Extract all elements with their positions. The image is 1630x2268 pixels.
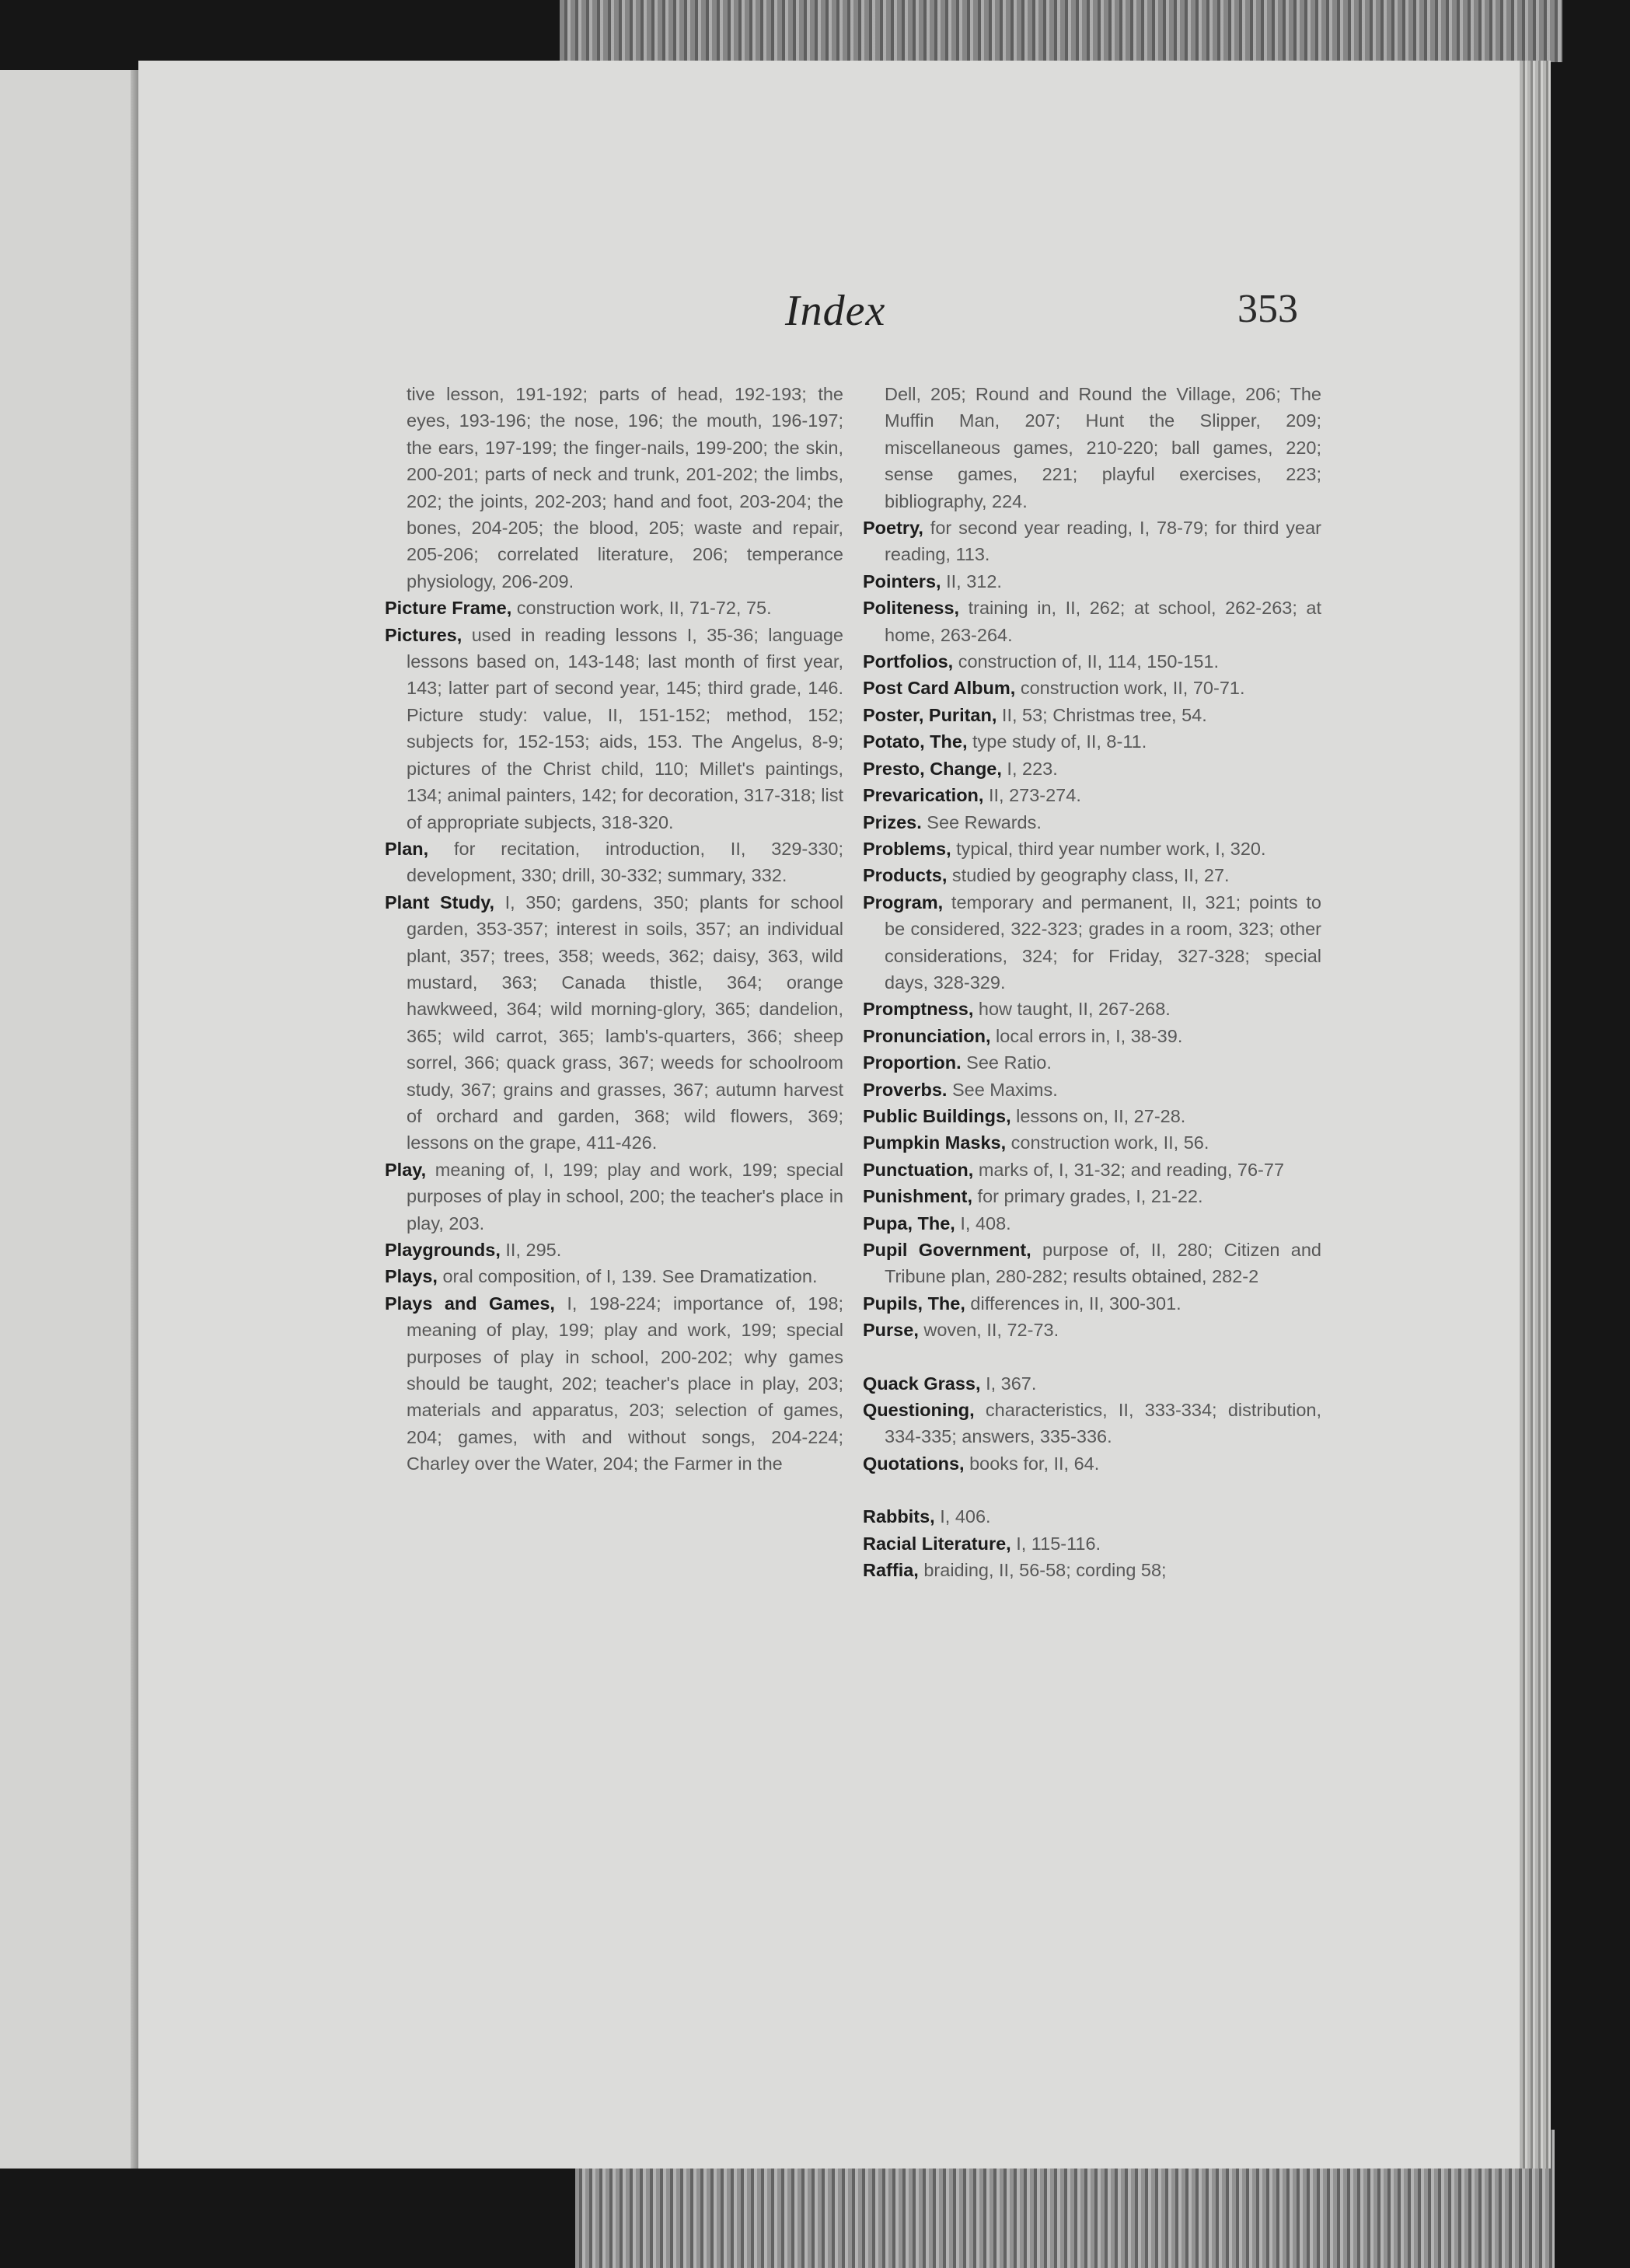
index-entry xyxy=(863,1103,1321,1129)
index-entry-heading: Potato, The, xyxy=(863,731,968,752)
page-number: 353 xyxy=(1237,287,1298,331)
index-entry xyxy=(863,1450,1321,1477)
index-entry xyxy=(863,1317,1321,1343)
index-entry-heading: Plan, xyxy=(385,838,429,859)
index-entry xyxy=(385,1237,843,1263)
index-entry-heading: Program, xyxy=(863,891,944,912)
index-entry-heading: Pointers, xyxy=(863,570,941,591)
index-entry xyxy=(385,1263,843,1289)
index-entry xyxy=(385,1290,843,1478)
page-stack-edge xyxy=(1520,61,1551,2169)
index-entry-text: lessons on, II, 27-28. xyxy=(1010,1105,1186,1126)
index-entry-text: used in reading lessons I, 35-36; language lessons based on, 143-148; last month of first year, 143; latter part of second year, 145; third grade, 146. Picture study: value, II, 151-152; method, 152; subjects for, 152-153; aids, 153. The Angelus, 8-9; pictures of the Christ child, 110; Millet's paintings, 134; animal painters, 142; for decoration, 317-318; list of appropriate subjects, 318-320. xyxy=(407,624,843,832)
index-entry-heading: Plays, xyxy=(385,1266,438,1287)
index-entry-heading: Problems, xyxy=(863,838,951,859)
index-entry-text: See Ratio. xyxy=(961,1052,1052,1073)
index-entry-text: training in, II, 262; at school, 262-263; at home, 263-264. xyxy=(885,598,1321,645)
index-entry xyxy=(385,836,843,889)
index-entry-heading: Proportion. xyxy=(863,1052,962,1073)
index-entry-text: temporary and permanent, II, 321; points to be considered, 322-323; grades in a room, 323; other considerations, 324; for Friday, 327-328; special days, 328-329. xyxy=(885,891,1321,993)
index-entry-text: I, 406. xyxy=(934,1506,991,1527)
index-entry-text: books for, II, 64. xyxy=(964,1453,1100,1474)
index-entry-heading: Portfolios, xyxy=(863,651,954,672)
index-entry xyxy=(863,782,1321,808)
index-entry-heading: Raffia, xyxy=(863,1560,919,1581)
index-entry xyxy=(863,595,1321,648)
index-entry-heading: Promptness, xyxy=(863,999,974,1020)
index-entry-heading: Public Buildings, xyxy=(863,1105,1011,1126)
index-entry-text: I, 350; gardens, 350; plants for school garden, 353-357; interest in soils, 357; an individual plant, 357; trees, 358; weeds, 362; daisy, 363, wild mustard, 363; Canada thistle, 364; orange hawkweed, 364; wild morning-glory, 365; dandelion, 365; wild carrot, 365; lamb's-quarters, 366; sheep sorrel, 366; quack grass, 367; weeds for schoolroom study, 367; grains and grasses, 367; autumn harvest of orchard and garden, 368; wild flowers, 369; lessons on the grape, 411-426. xyxy=(407,891,843,1153)
index-entry-text: construction of, II, 114, 150-151. xyxy=(953,651,1220,672)
index-entry xyxy=(863,1557,1321,1583)
index-entry-text: I, 367. xyxy=(980,1373,1037,1394)
index-entry xyxy=(863,1076,1321,1103)
index-entry-text: for recitation, introduction, II, 329-330; development, 330; drill, 30-332; summary, 332. xyxy=(407,838,843,886)
index-entry-text: II, 53; Christmas tree, 54. xyxy=(996,704,1207,725)
index-entry xyxy=(863,1397,1321,1450)
index-entry-heading: Questioning, xyxy=(863,1400,975,1421)
index-column-right xyxy=(863,381,1321,1583)
index-entry xyxy=(863,1129,1321,1156)
index-entry-heading: Pupils, The, xyxy=(863,1293,965,1314)
running-head: Index xyxy=(785,287,886,335)
index-entry xyxy=(863,889,1321,996)
index-entry xyxy=(863,381,1321,515)
index-entry-heading: Purse, xyxy=(863,1320,919,1341)
index-entry-text: purpose of, II, 280; Citizen and Tribune plan, 280-282; results obtained, 282-2 xyxy=(885,1240,1321,1287)
index-entry-heading: Pupil Government, xyxy=(863,1240,1031,1260)
index-entry-text: meaning of, I, 199; play and work, 199; special purposes of play in school, 200; the teacher's place in play, 203. xyxy=(407,1159,843,1233)
index-entry xyxy=(863,568,1321,595)
index-entry-text: construction work, II, 70-71. xyxy=(1015,678,1245,699)
index-entry xyxy=(863,1290,1321,1317)
index-entry-heading: Pumpkin Masks, xyxy=(863,1132,1007,1153)
index-entry-heading: Quack Grass, xyxy=(863,1373,981,1394)
index-entry xyxy=(385,381,843,595)
index-entry-heading: Prizes. xyxy=(863,811,922,832)
index-entry xyxy=(863,675,1321,701)
index-entry xyxy=(863,862,1321,888)
index-entry xyxy=(863,1210,1321,1237)
index-entry-heading: Playgrounds, xyxy=(385,1240,501,1260)
index-entry-text: characteristics, II, 333-334; distribution, 334-335; answers, 335-336. xyxy=(885,1400,1321,1447)
index-entry-heading: Pronunciation, xyxy=(863,1025,991,1046)
index-entry-text: type study of, II, 8-11. xyxy=(967,731,1147,752)
index-entry-text: II, 273-274. xyxy=(983,785,1081,806)
index-entry-text: Dell, 205; Round and Round the Village, 206; The Muffin Man, 207; Hunt the Slipper, 209; miscellaneous games, 210-220; ball games, 220; sense games, 221; playful exercises, 223; bibliography, 224. xyxy=(885,384,1321,511)
index-entry-heading: Punishment, xyxy=(863,1186,973,1207)
index-entry-text: construction work, II, 71-72, 75. xyxy=(511,598,772,619)
index-entry-text: See Maxims. xyxy=(947,1079,1058,1100)
index-entry-heading: Politeness, xyxy=(863,598,960,619)
index-entry-text: I, 115-116. xyxy=(1010,1533,1101,1554)
index-entry-heading: Proverbs. xyxy=(863,1079,948,1100)
index-entry xyxy=(385,622,843,836)
index-entry-heading: Post Card Album, xyxy=(863,678,1016,699)
index-entry-heading: Presto, Change, xyxy=(863,758,1002,779)
index-entry-text: I, 223. xyxy=(1001,758,1058,779)
index-entry-text: studied by geography class, II, 27. xyxy=(947,865,1230,886)
index-entry-heading: Plant Study, xyxy=(385,891,495,912)
index-entry xyxy=(863,1023,1321,1049)
index-entry-text: braiding, II, 56-58; cording 58; xyxy=(918,1560,1167,1581)
index-entry-text: for primary grades, I, 21-22. xyxy=(972,1186,1203,1207)
index-entry-heading: Quotations, xyxy=(863,1453,965,1474)
index-entry-heading: Products, xyxy=(863,865,948,886)
index-entry-text: II, 295. xyxy=(500,1240,562,1260)
index-entry-text: local errors in, I, 38-39. xyxy=(990,1025,1183,1046)
index-entry-heading: Poetry, xyxy=(863,518,923,539)
index-entry xyxy=(863,1157,1321,1183)
index-entry-text: construction work, II, 56. xyxy=(1006,1132,1209,1153)
index-entry-heading: Rabbits, xyxy=(863,1506,935,1527)
index-entry xyxy=(385,889,843,1157)
index-entry xyxy=(863,728,1321,755)
index-entry xyxy=(863,648,1321,675)
index-entry-heading: Pictures, xyxy=(385,624,462,645)
index-entry-text: tive lesson, 191-192; parts of head, 192-193; the eyes, 193-196; the nose, 196; the mouth, 196-197; the ears, 197-199; the finger-nails, 199-200; the skin, 200-201; parts of neck and trunk, 201-202; the limbs, 202; the joints, 202-203; hand and foot, 203-204; the bones, 204-205; the blood, 205; waste and repair, 205-206; correlated literature, 206; temperance physiology, 206-209. xyxy=(407,384,843,591)
index-entry xyxy=(863,1503,1321,1530)
index-entry-heading: Poster, Puritan, xyxy=(863,704,997,725)
index-entry-text: I, 198-224; importance of, 198; meaning of play, 199; play and work, 199; special purposes of play in school, 200-202; why games should be taught, 202; teacher's place in play, 203; materials and apparatus, 203; selection of games, 204; games, with and without songs, 204-224; Charley over the Water, 204; the Farmer in the xyxy=(407,1293,843,1474)
index-entry-heading: Play, xyxy=(385,1159,427,1180)
index-column-left xyxy=(385,381,843,1478)
index-entry-text: II, 312. xyxy=(941,570,1002,591)
index-entry-text: for second year reading, I, 78-79; for third year reading, 113. xyxy=(885,518,1321,565)
index-entry-text: differences in, II, 300-301. xyxy=(965,1293,1181,1314)
index-entry-heading: Plays and Games, xyxy=(385,1293,555,1314)
index-entry-heading: Racial Literature, xyxy=(863,1533,1011,1554)
index-entry-heading: Picture Frame, xyxy=(385,598,512,619)
index-entry xyxy=(863,836,1321,862)
index-entry xyxy=(863,1183,1321,1209)
index-entry xyxy=(385,595,843,621)
index-entry xyxy=(863,996,1321,1022)
index-entry xyxy=(863,1237,1321,1290)
index-entry-heading: Pupa, The, xyxy=(863,1213,955,1233)
facing-page-edge xyxy=(0,70,136,2169)
index-entry-text: oral composition, of I, 139. See Dramatization. xyxy=(437,1266,818,1287)
index-entry-heading: Punctuation, xyxy=(863,1159,974,1180)
index-entry xyxy=(863,1049,1321,1076)
index-entry xyxy=(863,755,1321,782)
index-entry-text: See Rewards. xyxy=(921,811,1042,832)
index-entry xyxy=(863,809,1321,836)
index-entry xyxy=(863,1530,1321,1557)
book-gutter xyxy=(131,70,138,2169)
index-entry-heading: Prevarication, xyxy=(863,785,984,806)
index-entry-text: I, 408. xyxy=(955,1213,1011,1233)
index-entry xyxy=(863,515,1321,568)
index-entry-text: typical, third year number work, I, 320. xyxy=(951,838,1266,859)
page-header xyxy=(777,286,1298,348)
index-entry-text: woven, II, 72-73. xyxy=(918,1320,1059,1341)
index-entry xyxy=(863,702,1321,728)
backdrop-fabric-top xyxy=(560,0,1562,62)
index-entry-text: marks of, I, 31-32; and reading, 76-77 xyxy=(973,1159,1285,1180)
index-entry-text: how taught, II, 267-268. xyxy=(973,999,1171,1020)
index-entry xyxy=(863,1370,1321,1397)
index-entry xyxy=(385,1157,843,1237)
